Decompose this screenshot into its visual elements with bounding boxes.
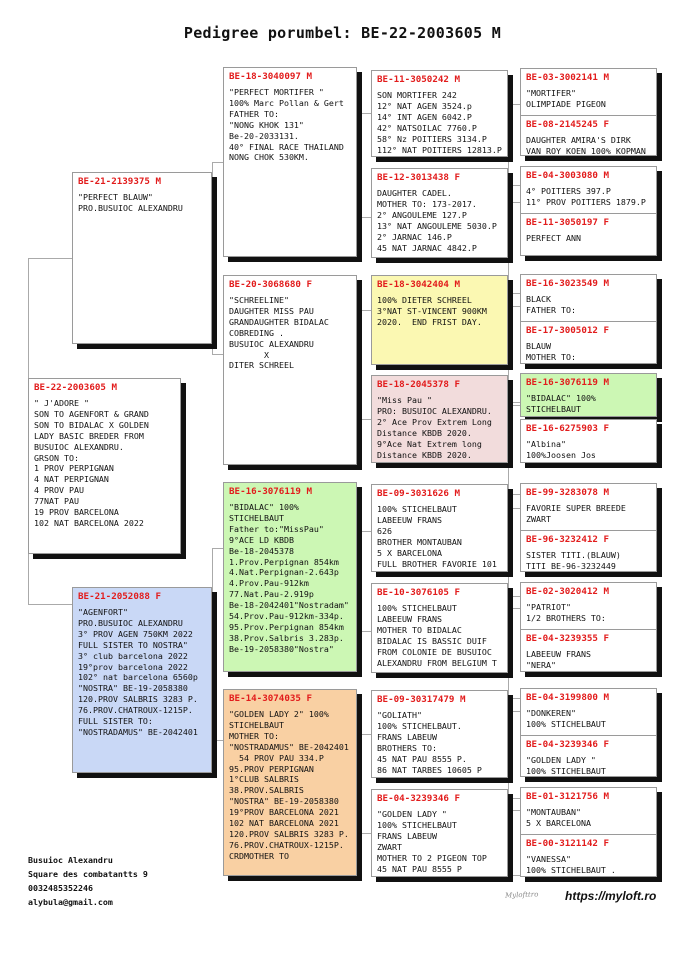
pigeon-card-sss [371,70,508,157]
info-line: 1°CLUB SALBRIS [229,774,299,785]
breeder-address: Square des combatantts 9 [28,869,148,879]
breeder-phone: 0032485352246 [28,883,93,893]
website-link[interactable]: https://myloft.ro [565,889,657,903]
info-line: 100% STICHELBAUT. [377,720,462,731]
connector [508,810,520,876]
info-line: 3°NAT ST-VINCENT 900KM [377,305,487,316]
info-line: SON TO BIDALAC X GOLDEN [34,419,149,430]
info-line: 76.PROV.CHATROUX-1215P. [78,705,193,716]
info-line: Be-19-2058380"Nostra" [229,643,334,654]
connector [508,306,520,403]
info-line: 4° POITIERS 397.P [526,186,611,196]
pigeon-card-sds [371,275,508,365]
info-line: "BIDALAC" 100% [526,393,596,403]
info-line: "Miss Pau " [377,395,432,405]
info-line: 13° NAT ANGOULEME 5030.P [377,220,497,231]
info-line: "NERA" [526,659,556,670]
page-title: Pedigree porumbel: BE-22-2003605 M [183,24,502,42]
pigeon-card-dam-sire [223,482,357,672]
info-line: 9°Ace Nat Extrem long [377,438,482,449]
info-line: "NOSTRADAMUS" BE-2042401 [78,726,198,737]
pigeon-subsection [521,115,656,156]
breeder-contact [28,853,148,909]
ring-number: BE-16-6275903 F [526,423,609,434]
info-line: PRO: BUSUIOC ALEXANDRU. [377,405,492,416]
pigeon-card-g5-pair-1 [520,68,657,156]
info-line: DAUGHTER MISS PAU [229,305,314,316]
info-line: Be-18-2042401"Nostradam" [229,600,349,611]
ring-number: BE-16-3076119 M [526,377,609,388]
connector [508,711,520,799]
ring-number: BE-04-3003080 M [526,170,609,181]
pigeon-subsection [521,213,656,244]
pigeon-card-g5-pair-5 [520,483,657,572]
info-line: "NONG KHOK 131" [229,119,304,130]
info-line: ZWART [377,841,402,852]
info-line: LABEEUW FRANS [377,613,442,624]
info-line: CRDMOTHER TO [229,850,289,861]
info-line: BROTHER MONTAUBAN [377,536,462,547]
info-line: Be-20-2033131. [229,130,299,141]
info-line: 1/2 BROTHERS TO: [526,612,606,623]
info-line: "NOSTRADAMUS" BE-2042401 [229,741,349,752]
ring-number: BE-00-3121142 F [526,837,609,849]
info-line: BLACK [526,294,551,304]
info-line: TITI BE-96-3232449 [526,560,616,571]
info-line: 54.Prov.Pau-912km-334p. [229,611,344,622]
ring-number: BE-22-2003605 M [34,382,117,393]
connector [212,548,223,741]
info-line: Father to:"MissPau" [229,523,324,534]
pigeon-card-dss [371,484,508,572]
info-line: Distance KBDB 2020. [377,427,472,438]
info-line: SISTER TITI.(BLAUW) [526,549,621,560]
info-line: 2° Ace Prov Extrem Long [377,416,492,427]
ring-number: BE-17-3005012 F [526,324,609,336]
info-line: 86 NAT TARBES 10605 P [377,764,482,775]
info-line: 100% STICHELBAUT [377,504,457,514]
info-line: 100% DIETER SCHREEL [377,295,472,305]
breeder-name: Busuioc Alexandru [28,855,113,865]
ring-number: BE-18-3042404 M [377,279,460,290]
info-line: "AGENFORT" [78,607,128,617]
pigeon-card-g5-pair-6 [520,582,657,672]
ring-number: BE-21-2052088 F [78,591,161,602]
ring-number: BE-03-3002141 M [526,72,609,83]
info-line: "GOLDEN LADY " [526,754,596,765]
pigeon-card-dam [72,587,212,773]
ring-number: BE-08-2145245 F [526,118,609,130]
connector [508,104,520,186]
info-line: DAUGHTER AMIRA'S DIRK [526,134,631,145]
connector [357,734,371,834]
info-line: 626 [377,525,392,536]
info-line: 102 NAT BARCELONA 2021 [229,818,339,829]
info-line: 100% Marc Pollan & Gert [229,97,344,108]
info-line: 4 NAT PERPIGNAN [34,474,109,485]
info-line: "MORTIFER" [526,88,576,98]
connector [357,113,371,218]
info-line: "VANESSA" [526,853,571,864]
info-line: 19°prov barcelona 2022 [78,661,188,672]
connector [508,508,520,597]
info-line: "NOSTRA" BE-19-2058380 [229,796,339,807]
info-line: 45 NAT PAU 8555 P. [377,753,467,764]
info-line: MOTHER TO BIDALAC [377,624,462,635]
info-line: MOTHER TO: [229,730,279,741]
info-line: 9°ACE LD KBDB [229,534,294,545]
info-line: 45 NAT JARNAC 4842.P [377,242,477,253]
connector [357,531,371,632]
info-line: GRSON TO: [34,452,79,463]
info-line: 11° PROV POITIERS 1879.P [526,196,646,207]
info-line: ALEXANDRU FROM BELGIUM T [377,657,497,668]
ring-number: BE-14-3074035 F [229,693,312,704]
info-line: VAN ROY KOEN 100% KOPMAN [526,145,646,156]
info-line: MOTHER TO: [526,351,576,362]
info-line: STICHELBAUT [229,512,284,523]
pigeon-subsection [521,321,656,363]
info-line: 1 PROV PERPIGNAN [34,463,114,474]
pigeon-card-g5-pair-4 [520,373,657,417]
info-line: 4.Prov.Pau-912km [229,578,309,589]
info-line: "SCHREELINE" [229,295,289,305]
info-line: 4.Nat.Perpignan-2.643p [229,567,339,578]
info-line: 3° club barcelona 2022 [78,650,188,661]
info-line: GRANDAUGHTER BIDALAC [229,316,329,327]
info-line: 76.PROV.CHATROUX-1215P. [229,839,344,850]
ring-number: BE-11-3050242 M [377,74,460,85]
pigeon-card-ssd [371,168,508,258]
pigeon-card-sire-sire [223,67,357,257]
info-line: 3° PROV AGEN 750KM 2022 [78,628,193,639]
info-line: PRO.BUSUIOC ALEXANDRU [78,202,183,213]
info-line: FROM COLONIE DE BUSUIOC [377,646,492,657]
connector [212,162,223,355]
info-line: ZWART [526,513,551,524]
info-line: 102° nat barcelona 6560p [78,672,198,683]
ring-number: BE-02-3020412 M [526,586,609,597]
ring-number: BE-21-2139375 M [78,176,161,187]
info-line: 2° ANGOULEME 127.P [377,209,467,220]
info-line: 100% STICHELBAUT [377,819,457,830]
pigeon-card-g5-pair-3 [520,274,657,364]
pigeon-card-g5-pair-7 [520,688,657,777]
info-line: 2020. END FRIST DAY. [377,316,482,327]
ring-number: BE-09-3031626 M [377,488,460,499]
ring-number: BE-16-3023549 M [526,278,609,289]
info-line: MOTHER TO: 173-2017. [377,198,477,209]
ring-number: BE-12-3013438 F [377,172,460,183]
pigeon-subsection [521,629,656,671]
ring-number: BE-01-3121756 M [526,791,609,802]
info-line: SON TO AGENFORT & GRAND [34,408,149,419]
info-line: 95.Prov.Perpignan 854km [229,621,344,632]
info-line: 38.Prov.Salbris 3.283p. [229,632,344,643]
info-line: " J'ADORE " [34,398,89,408]
info-line: LADY BASIC BREDER FROM [34,430,144,441]
info-line: STICHELBAUT [229,719,284,730]
info-line: 100% STICHELBAUT [526,765,606,776]
info-line: BUSUIOC ALEXANDRU. [34,441,124,452]
ring-number: BE-99-3283078 M [526,487,609,498]
info-line: "GOLDEN LADY 2" 100% [229,709,329,719]
pigeon-card-ddd [371,789,508,877]
info-line: "DONKEREN" [526,708,576,718]
info-line: OLIMPIADE PIGEON [526,98,606,109]
info-line: FAVORIE SUPER BREEDE [526,503,626,513]
breeder-email[interactable]: alybula@gmail.com [28,897,113,907]
info-line: DAUGHTER CADEL. [377,188,452,198]
info-line: 19 PROV BARCELONA [34,507,119,518]
info-line: 12° NAT AGEN 3524.p [377,100,472,111]
info-line: 100%Joosen Jos [526,449,596,460]
info-line: 120.PROV SALBRIS 3283 P. [229,828,349,839]
info-line: NONG CHOK 530KM. [229,152,309,163]
info-line: DITER SCHREEL [229,360,294,371]
info-line: "NOSTRA" BE-19-2058380 [78,683,188,694]
pigeon-subsection [521,735,656,777]
info-line: 102 NAT BARCELONA 2022 [34,517,144,528]
info-line: 77NAT PAU [34,496,79,507]
ring-number: BE-04-3239355 F [526,632,609,644]
pigeon-card-g5-pair-2 [520,166,657,256]
info-line: FATHER TO: [229,108,279,119]
info-line: 100% STICHELBAUT [377,603,457,613]
info-line: "MONTAUBAN" [526,807,581,817]
info-line: "Albina" [526,439,566,449]
ring-number: BE-11-3050197 F [526,216,609,228]
ring-number: BE-18-3040097 M [229,71,312,82]
info-line: FRANS LABEUW [377,830,437,841]
info-line: LABEEUW FRANS [377,514,442,525]
info-line: Distance KBDB 2020. [377,449,472,460]
info-line: "GOLDEN LADY " [377,809,447,819]
info-line: 120.PROV SALBRIS 3283 P. [78,694,198,705]
info-line: 38.PROV.SALBRIS [229,785,304,796]
info-line: BUSUIOC ALEXANDRU [229,338,314,349]
ring-number: BE-96-3232412 F [526,533,609,545]
info-line: "PERFECT BLAUW" [78,192,153,202]
info-line: X [229,349,269,360]
info-line: 100% STICHELBAUT . [526,864,616,875]
info-line: "PERFECT MORTIFER " [229,87,324,97]
pigeon-card-dds [371,690,508,778]
info-line: 45 NAT PAU 8555 P [377,863,462,874]
info-line: 95.PROV PERPIGNAN [229,763,314,774]
info-line: PRO.BUSUIOC ALEXANDRU [78,617,183,628]
ring-number: BE-16-3076119 M [229,486,312,497]
info-line: 5 X BARCELONA [377,547,442,558]
info-line: 42° NATSOILAC 7760.P [377,122,477,133]
info-line: MOTHER TO 2 PIGEON TOP [377,852,487,863]
pigeon-card-dam-dam [223,689,357,876]
info-line: Be-18-2045378 [229,545,294,556]
pigeon-subsection [521,834,656,876]
info-line: 40° FINAL RACE THAILAND [229,141,344,152]
ring-number: BE-09-30317479 M [377,694,466,705]
info-line: BROTHERS TO: [377,742,437,753]
pigeon-card-dsd [371,583,508,673]
connector [508,608,520,699]
connector [357,310,371,420]
info-line: 5 X BARCELONA [526,817,591,828]
pigeon-card-sdd [371,375,508,463]
pigeon-card-subject [28,378,181,554]
info-line: FULL SISTER TO: [78,716,153,727]
info-line: 112° NAT POITIERS 12813.P [377,144,502,155]
info-line: "GOLIATH" [377,710,422,720]
info-line: 77.Nat.Pau-2.919p [229,589,314,600]
info-line: 2° JARNAC 146.P [377,231,452,242]
info-line: FATHER TO: [526,304,576,315]
info-line: 100% STICHELBAUT [526,718,606,729]
info-line: BIDALAC IS BASSIC DUIF [377,635,487,646]
pigeon-card-sire [72,172,212,344]
info-line: LABEEUW FRANS [526,648,591,659]
connector [508,202,520,294]
pigeon-subsection [521,530,656,572]
ring-number: BE-10-3076105 F [377,587,460,598]
ring-number: BE-20-3068680 F [229,279,312,290]
info-line: "BIDALAC" 100% [229,502,299,512]
info-line: FULL SISTER TO NOSTRA" [78,639,188,650]
ring-number: BE-04-3239346 F [526,738,609,750]
info-line: FRANS LABEUW [377,731,437,742]
info-line: 14° INT AGEN 6042.P [377,111,472,122]
info-line: STICHELBAUT [526,403,581,414]
info-line: 19°PROV BARCELONA 2021 [229,807,339,818]
info-line: 4 PROV PAU [34,485,84,496]
info-line: BLAUW [526,340,551,351]
connector [508,405,520,495]
info-line: 58° Nz POITIERS 3134.P [377,133,487,144]
info-line: SON MORTIFER 242 [377,90,457,100]
info-line: 1.Prov.Perpignan 854km [229,556,339,567]
info-line: "PATRIOT" [526,602,571,612]
info-line: FULL BROTHER FAVORIE 101 [377,558,497,569]
info-line: PERFECT ANN [526,232,581,243]
info-line: COBREDING . [229,327,284,338]
ring-number: BE-04-3239346 F [377,793,460,804]
pigeon-card-sire-dam [223,275,357,465]
pigeon-card-g5-pair-4b [520,419,657,463]
signature: Mylofttro [504,890,539,900]
ring-number: BE-18-2045378 F [377,379,460,390]
pigeon-card-g5-pair-8 [520,787,657,877]
ring-number: BE-04-3199800 M [526,692,609,703]
info-line: 54 PROV PAU 334.P [229,752,324,763]
